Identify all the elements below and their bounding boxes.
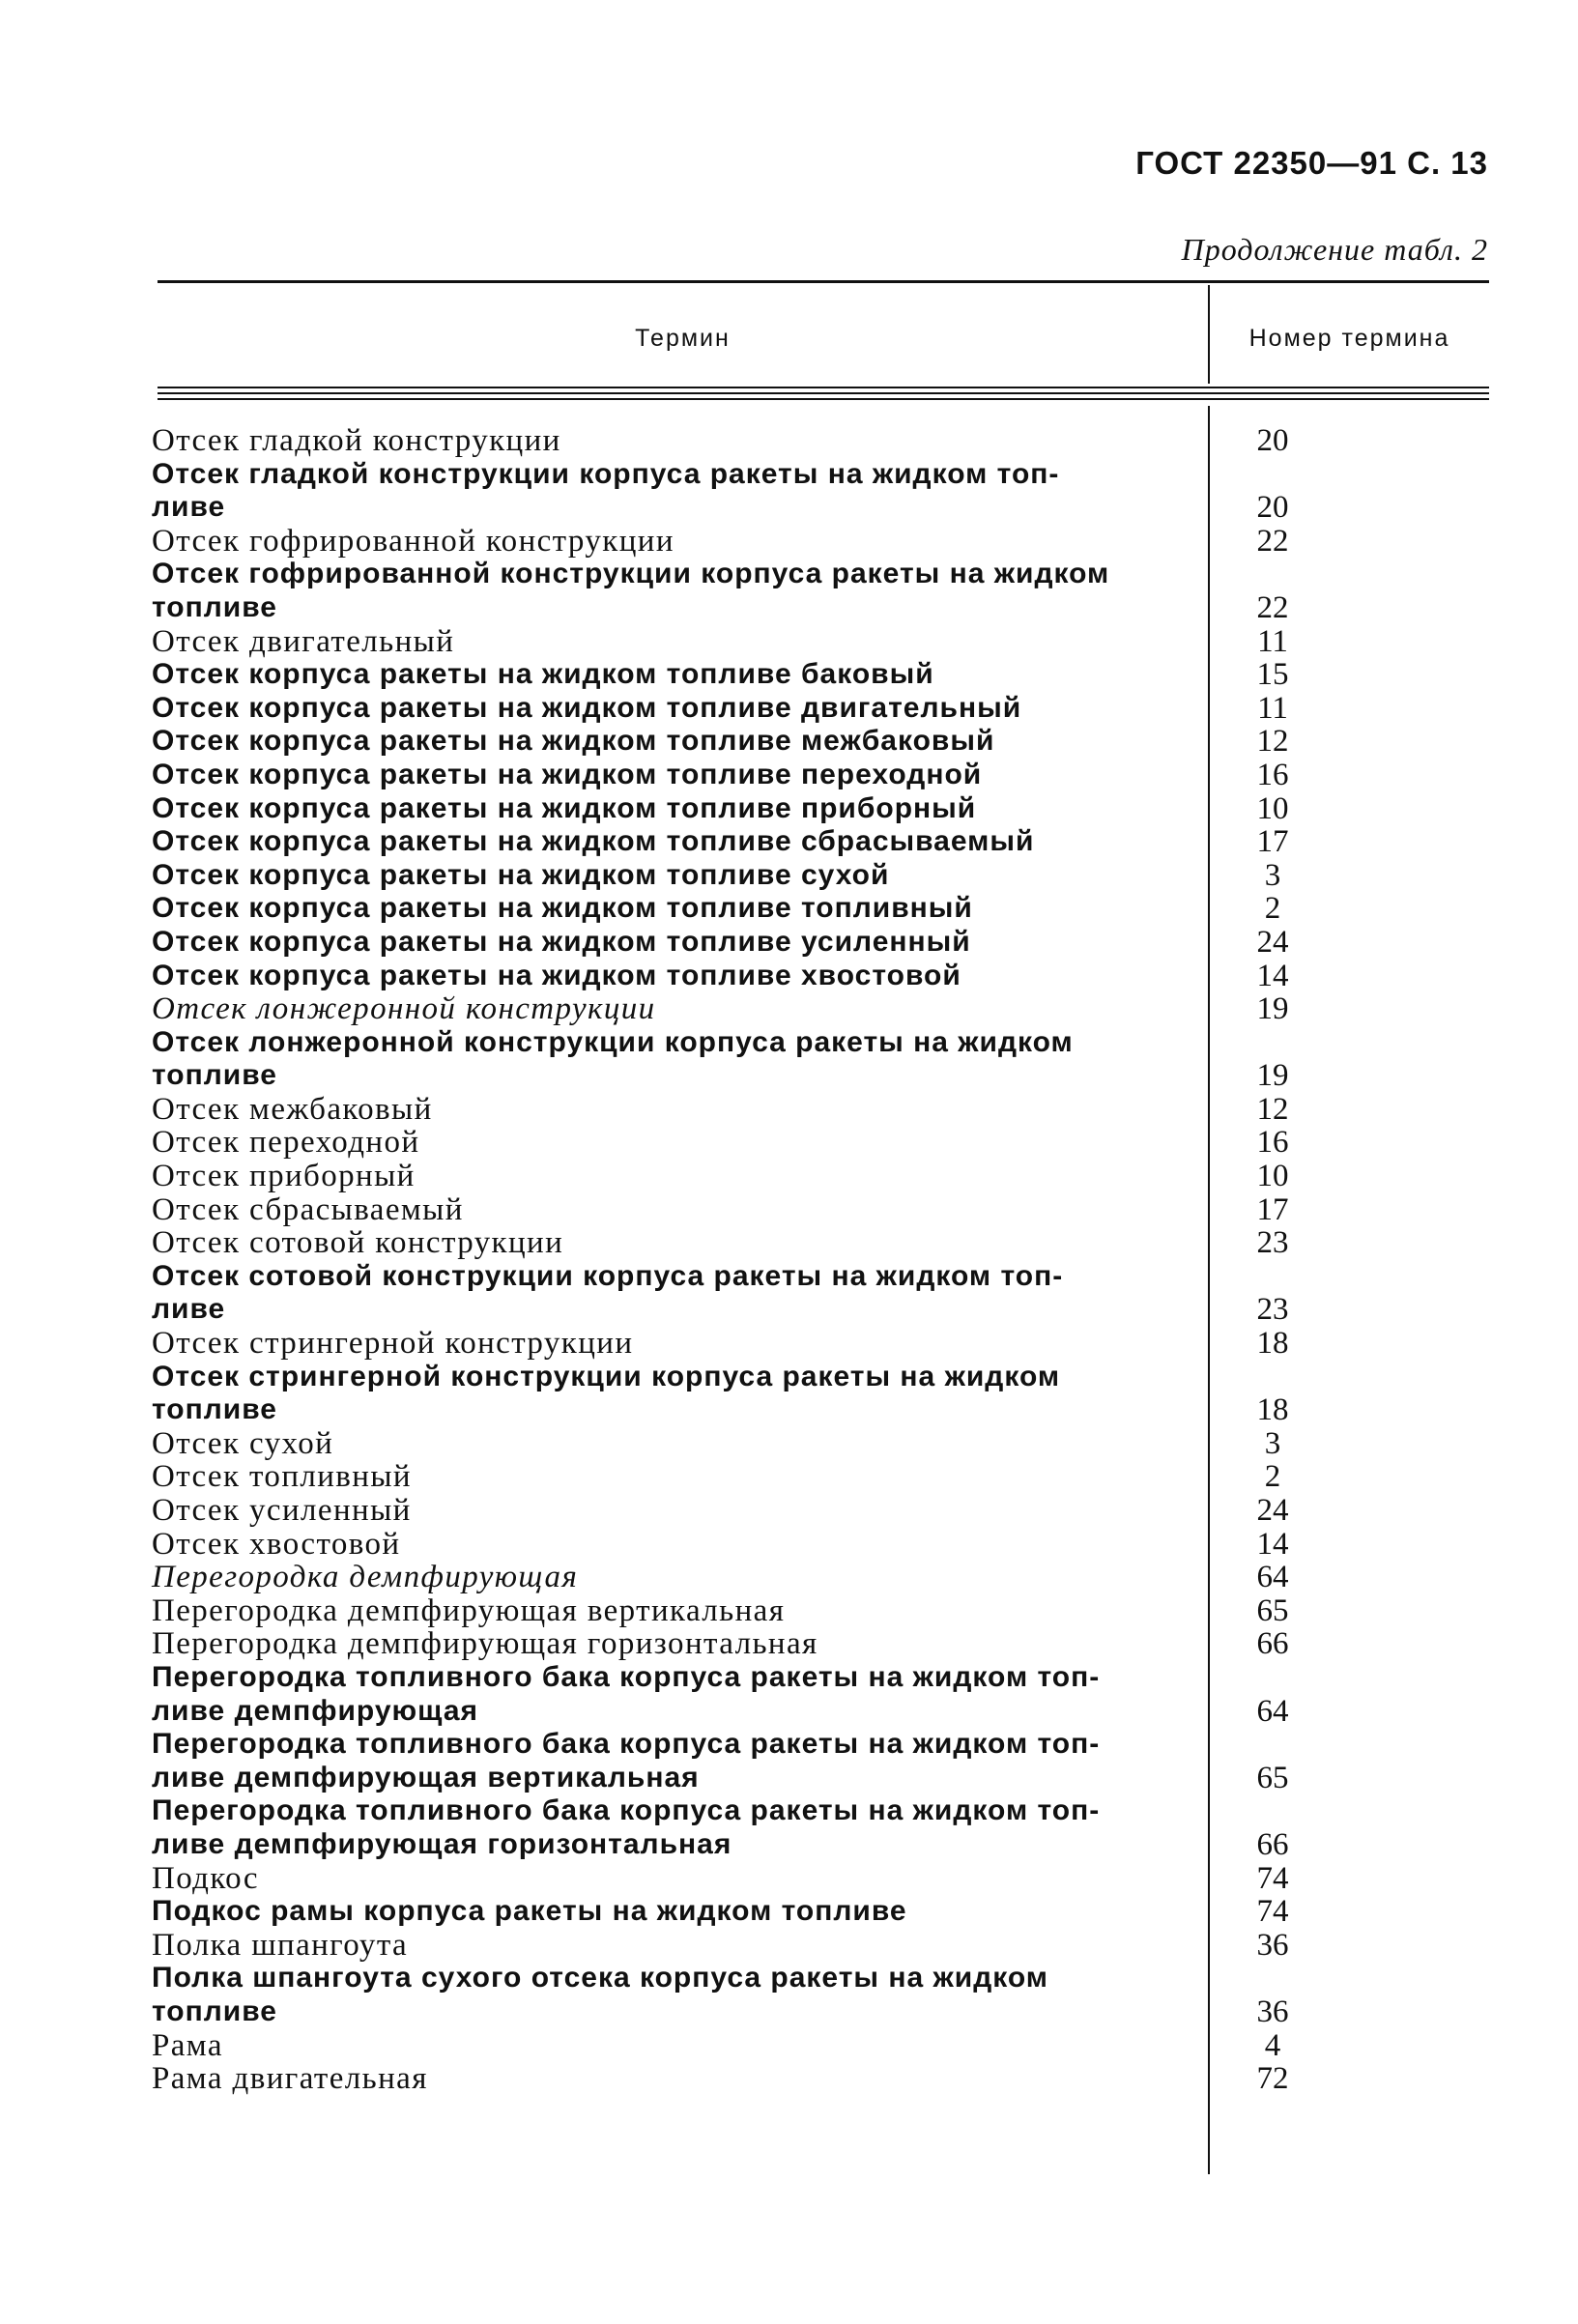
term-number: 23 [1256, 1225, 1289, 1261]
term-entry [152, 1160, 1369, 1193]
term-entry [152, 1327, 1369, 1361]
term-entry [152, 1627, 1369, 1661]
term-number: 17 [1256, 1191, 1289, 1227]
term-text: Отсек гладкой конструкции [152, 423, 561, 458]
column-header-number: Номер термина [1248, 325, 1450, 352]
term-entry [152, 825, 1369, 859]
table-top-rule [158, 280, 1489, 283]
term-text: Отсек топливный [152, 1459, 412, 1495]
term-entry [152, 1260, 1369, 1327]
term-entry [152, 1594, 1369, 1628]
term-number: 64 [1256, 1560, 1289, 1595]
term-entry [152, 1561, 1369, 1594]
term-entry [152, 1528, 1369, 1562]
term-number: 23 [1256, 1292, 1289, 1328]
term-entry [152, 692, 1369, 726]
term-number: 22 [1256, 589, 1289, 625]
term-entry [152, 1193, 1369, 1227]
term-text: Полка шпангоута сухого отсека корпуса ракеты на жидком топливе [152, 1962, 1048, 2027]
term-entry [152, 625, 1369, 659]
term-entry [152, 1026, 1369, 1093]
term-entry [152, 1126, 1369, 1160]
term-text: Полка шпангоута [152, 1927, 409, 1963]
term-entry [152, 892, 1369, 926]
term-entry [152, 792, 1369, 826]
term-number: 2 [1264, 891, 1281, 927]
term-number: 3 [1264, 857, 1281, 893]
term-text: Отсек корпуса ракеты на жидком топливе топливный [152, 892, 973, 925]
term-number: 15 [1256, 657, 1289, 693]
term-number: 16 [1256, 757, 1289, 792]
term-entry [152, 1460, 1369, 1494]
term-text: Перегородка демпфирующая вертикальная [152, 1592, 786, 1628]
term-number: 22 [1256, 523, 1289, 559]
term-text: Отсек корпуса ракеты на жидком топливе переходной [152, 758, 983, 790]
term-number: 36 [1256, 1927, 1289, 1963]
term-entry [152, 1427, 1369, 1461]
term-text: Перегородка демпфирующая горизонтальная [152, 1626, 818, 1662]
term-entry [152, 558, 1369, 624]
term-text: Подкос рамы корпуса ракеты на жидком топливе [152, 1895, 907, 1928]
term-number: 20 [1256, 423, 1289, 458]
term-entry [152, 2062, 1369, 2096]
term-entry [152, 1862, 1369, 1896]
term-text: Отсек корпуса ракеты на жидком топливе сухой [152, 858, 890, 891]
term-number: 24 [1256, 1493, 1289, 1528]
term-number: 66 [1256, 1826, 1289, 1862]
term-entry [152, 1929, 1369, 1963]
term-text: Отсек гладкой конструкции корпуса ракеты на жидком топ- ливе [152, 457, 1060, 524]
term-entry [152, 2029, 1369, 2063]
term-number: 74 [1256, 1894, 1289, 1930]
term-entry [152, 1361, 1369, 1427]
term-number: 11 [1257, 623, 1288, 659]
term-number: 12 [1256, 724, 1289, 760]
term-text: Рама [152, 2027, 223, 2063]
header-rule-3 [158, 398, 1489, 400]
term-number: 17 [1256, 824, 1289, 860]
term-number: 11 [1257, 690, 1288, 726]
term-entry [152, 658, 1369, 692]
term-text: Перегородка топливного бака корпуса ракеты на жидком топ- ливе демпфирующая вертикальная [152, 1728, 1101, 1793]
term-number: 12 [1256, 1091, 1289, 1127]
term-text: Отсек переходной [152, 1125, 420, 1161]
term-number: 65 [1256, 1592, 1289, 1628]
term-number: 64 [1256, 1693, 1289, 1729]
term-number: 19 [1256, 991, 1289, 1027]
term-entry [152, 1494, 1369, 1528]
term-text: Отсек сотовой конструкции [152, 1225, 564, 1261]
term-entry [152, 1093, 1369, 1127]
page-header: ГОСТ 22350—91 С. 13 [1135, 145, 1488, 181]
term-entry [152, 1794, 1369, 1861]
term-index-list [152, 424, 1369, 2096]
term-number: 14 [1256, 1526, 1289, 1562]
term-entry [152, 1728, 1369, 1794]
term-number: 16 [1256, 1125, 1289, 1161]
term-text: Рама двигательная [152, 2061, 428, 2097]
term-entry [152, 1226, 1369, 1260]
term-number: 14 [1256, 958, 1289, 993]
term-text: Отсек стрингерной конструкции корпуса ракеты на жидком топливе [152, 1360, 1061, 1426]
term-text: Отсек корпуса ракеты на жидком топливе баковый [152, 658, 934, 691]
term-text: Отсек приборный [152, 1159, 416, 1194]
term-text: Отсек хвостовой [152, 1526, 401, 1562]
term-number: 20 [1256, 490, 1289, 526]
term-number: 18 [1256, 1326, 1289, 1362]
term-text: Отсек корпуса ракеты на жидком топливе хвостовой [152, 959, 961, 991]
term-text: Отсек гофрированной конструкции корпуса ракеты на жидком топливе [152, 558, 1110, 623]
term-text: Перегородка топливного бака корпуса ракеты на жидком топ- ливе демпфирующая [152, 1660, 1101, 1727]
term-entry [152, 458, 1369, 525]
term-number: 72 [1256, 2061, 1289, 2097]
header-rule-2 [158, 392, 1489, 394]
term-text: Перегородка топливного бака корпуса ракеты на жидком топ- ливе демпфирующая горизонтальная [152, 1794, 1101, 1860]
term-number: 4 [1264, 2027, 1281, 2063]
term-entry [152, 1661, 1369, 1728]
term-entry [152, 859, 1369, 893]
term-entry [152, 525, 1369, 559]
term-entry [152, 992, 1369, 1026]
term-entry [152, 725, 1369, 759]
term-text: Отсек лонжеронной конструкции [152, 991, 656, 1027]
term-text: Отсек двигательный [152, 623, 455, 659]
term-text: Отсек сбрасываемый [152, 1191, 464, 1227]
term-number: 36 [1256, 1994, 1289, 2029]
term-text: Отсек гофрированной конструкции [152, 523, 674, 559]
term-text: Отсек стрингерной конструкции [152, 1326, 634, 1362]
term-text: Подкос [152, 1860, 259, 1896]
term-text: Отсек корпуса ракеты на жидком топливе межбаковый [152, 725, 995, 758]
term-number: 66 [1256, 1626, 1289, 1662]
term-text: Отсек межбаковый [152, 1091, 433, 1127]
term-entry [152, 1962, 1369, 2028]
term-text: Отсек корпуса ракеты на жидком топливе двигательный [152, 691, 1022, 724]
term-text: Отсек сухой [152, 1425, 334, 1461]
term-number: 18 [1256, 1392, 1289, 1428]
term-number: 10 [1256, 1159, 1289, 1194]
term-entry [152, 960, 1369, 993]
term-number: 2 [1264, 1459, 1281, 1495]
term-text: Отсек корпуса ракеты на жидком топливе сбрасываемый [152, 825, 1035, 858]
term-entry [152, 926, 1369, 960]
header-rule-1 [158, 387, 1489, 388]
table-continuation-label: Продолжение табл. 2 [1181, 232, 1488, 267]
term-text: Перегородка демпфирующая [152, 1560, 579, 1595]
term-text: Отсек корпуса ракеты на жидком топливе приборный [152, 791, 977, 824]
term-entry [152, 1895, 1369, 1929]
term-number: 10 [1256, 790, 1289, 826]
term-text: Отсек лонжеронной конструкции корпуса ракеты на жидком топливе [152, 1025, 1074, 1092]
column-header-term: Термин [635, 325, 731, 352]
term-entry [152, 759, 1369, 792]
term-entry [152, 424, 1369, 458]
term-number: 24 [1256, 924, 1289, 960]
term-text: Отсек усиленный [152, 1493, 412, 1528]
term-number: 74 [1256, 1860, 1289, 1896]
term-text: Отсек корпуса ракеты на жидком топливе усиленный [152, 925, 971, 958]
term-text: Отсек сотовой конструкции корпуса ракеты на жидком топ- ливе [152, 1259, 1064, 1326]
term-number: 19 [1256, 1058, 1289, 1094]
term-number: 65 [1256, 1760, 1289, 1795]
term-number: 3 [1264, 1425, 1281, 1461]
